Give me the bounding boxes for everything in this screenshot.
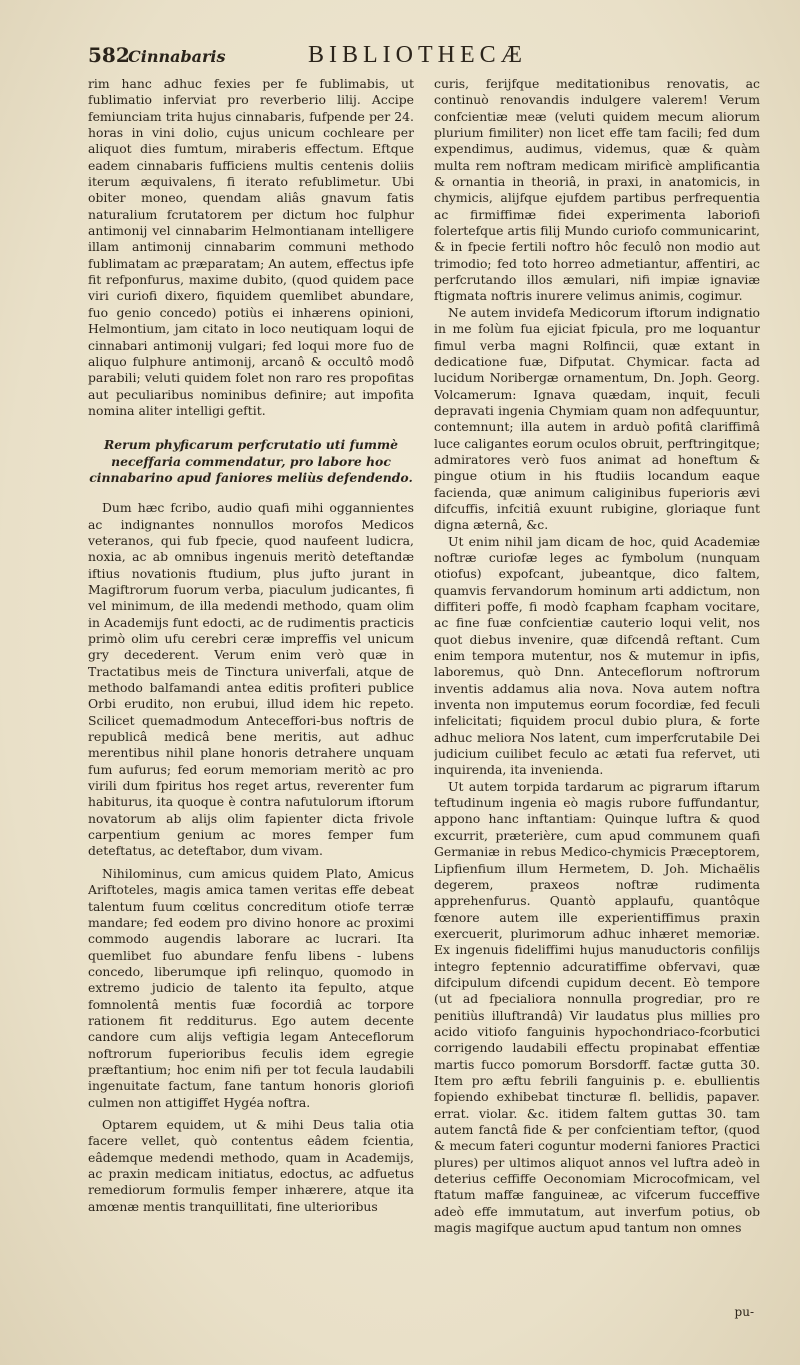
paragraph: Ut enim nihil jam dicam de hoc, quid Academiæ noftræ curiofæ leges ac fymbolum (nunquam otiofus) expofcant, jubeantque, dico faltem, quamvis fervandorum hominum arti addictum, non diffiteri poffe, fi modò fcapham fcapham vocitare, ac fine fuæ confcientiæ cauterio loqui velit, nos quot diebus invenire, quæ difcendâ reftant. Cum enim tempora mutentur, nos & mutemur in ipfis, laboremus, quò Dnn. Anteceflorum noftrorum inventis addamus alia nova. Nova autem noftra inventa non imputemus eorum focordiæ, fed feculi infelicitati; fiquidem procul dubio plura, & forte adhuc meliora Nos latent, cum imperfcrutabile Dei judicium cuilibet feculo ac ætati fua refervet, uti inquirenda, ita invenienda.	[434, 533, 760, 778]
catchword: pu-	[734, 1305, 754, 1319]
text-columns	[88, 76, 760, 1325]
running-head-title: BIBLIOTHECÆ	[308, 42, 527, 68]
paragraph: rim hanc adhuc fexies per fe fublimabis, ut fublimatio inferviat pro reverberio lilij. Accipe femiunciam trita hujus cinnabaris, fufpende per 24. horas in vini dolio, cujus unicum cochleare per aliquot dies fumtum, miraberis effectum. Eftque eadem cinnabaris fufficiens multis centenis doliis iterum æquivalens, fi iterato refublimetur. Ubi obiter moneo, quendam aliâs gnavum fatis naturalium fcrutatorem per dictum hoc fulphur antimonij vel cinnabarim Helmontianam intelligere illam antimonij cinnabarim communi methodo fublimatam ac præparatam; An autem, effectus ipfe fit refponfurus, maxime dubito, (quod quidem pace viri curiofi dixero, fiquidem quemlibet abundare, fuo genio concedo) potiùs ei inhærens opinioni, Helmontium, jam citato in loco neutiquam loqui de cinnabari antimonij vulgari; fed loqui more fuo de aliquo fulphure antimonij, arcanô & occultô modô parabili; veluti quidem folet non raro res propofitas aut peculiaribus nominibus definire; aut impofita nomina aliter intelligi geftit.	[88, 76, 414, 418]
paragraph: Dum hæc fcribo, audio quafi mihi oggannientes ac indignantes nonnullos morofos Medicos veteranos, qui fub fpecie, quod naufeent ludicra, noxia, ac ab omnibus ingenuis meritò deteftandæ iftius novationis ftudium, plus jufto jurant in Magiftrorum fuorum verba, piaculum judicantes, fi vel minimum, de illa medendi methodo, quam olim in Academijs funt edocti, ac de rudimentis practicis primò olim ufu cerebri ceræ impreffis vel unicum gry decederent. Verum enim verò quæ in Tractatibus meis de Tinctura univerfali, atque de methodo balfamandi antea editis profiteri publice Orbi erudito, non erubui, illud idem hic repeto. Scilicet quemadmodum Anteceffori-bus noftris de republicâ medicâ bene meritis, aut adhuc merentibus nihil plane honoris detrahere unquam fum aufurus; fed eorum memoriam meritò ac pro virili dum fpiritus hos reget artus, reverenter fum habiturus, ita quoque è contra nafutulorum iftorum novatorum ab alijs olim fapienter dicta frivole carpentium genium ac mores femper fum deteftatus, ac deteftabor, dum vivam.	[88, 500, 414, 859]
page-header	[88, 42, 760, 76]
section-heading: Rerum phyficarum perfcrutatio uti fummè neceffaria commendatur, pro labore hoc cinnabarino apud faniores meliùs defendendo.	[89, 437, 413, 485]
paragraph: Optarem equidem, ut & mihi Deus talia otia facere vellet, quò contentus eâdem fcientia, eâdemque medendi methodo, quam in Academijs, ac praxin medicam initiatus, edoctus, ac adfuetus remediorum formulis femper inhærere, atque ita amœnæ mentis tranquillitati, fine ulterioribus	[88, 1116, 414, 1214]
paragraph: Ut autem torpida tardarum ac pigrarum iftarum teftudinum ingenia eò magis rubore fuffundantur, appono hanc inftantiam: Quinque luftra & quod excurrit, præterière, cum apud communem quafi Germaniæ in rebus Medico-chymicis Præceptorem, Lipfienfium illum Hermetem, D. Joh. Michaëlis degerem, praxeos noftræ rudimenta apprehenfurus. Quantò applaufu, quantôque fœnore autem ille experientiffimus praxin exercuerit, plurimorum adhuc inhæret memoriæ. Ex ingenuis fideliffimi hujus manuductoris confilijs integro feptennio adcuratiffime obfervavi, quæ difcipulum difcendi cupidum decent. Eò tempore (ut ad fpecialiora nonnulla progrediar, pro re penitiùs illuftrandâ) Vir laudatus plus millies pro acido vitiofo fanguinis hypochondriaco-fcorbutici corrigendo laudabili effectu propinabat effentiæ martis fucco pomorum Borsdorff. factæ gutta 30. Item pro æftu febrili fanguinis p. e. ebullientis fopiendo exhibebat tincturæ fl. bellidis, papaver. errat. violar. &c. itidem faltem guttas 30. tam autem fanctâ fide & per confcientiam teftor, (quod & mecum fateri coguntur moderni faniores Practici plures) per ultimos aliquot annos vel luftra adeò in deterius ceffiffe Oeconomiam Microcofmicam, vel ftatum maffæ fanguineæ, ac vifcerum fucceffive adeò effe immutatum, aut inverfum potius, ob magis magifque auctum apud tantum non omnes	[434, 778, 760, 1236]
left-column	[88, 76, 414, 1325]
paragraph: Nihilominus, cum amicus quidem Plato, Amicus Ariftoteles, magis amica tamen veritas effe debeat talentum fuum cœlitus concreditum otiofe terræ mandare; fed eodem pro divino honore ac proximi commodo augendis laborare ac lucrari. Ita quemlibet fuo abundare fenfu libens - lubens concedo, liberumque ipfi relinquo, quomodo in extremo judicio de talento ita fepulto, atque fomnolentâ mentis fuæ focordiâ ac torpore rationem fit redditurus. Ego autem decente candore cum alijs veftigia legam Anteceflorum noftrorum fuperioribus feculis idem egregie præftantium; hoc enim nifi per tot fecula laudabili ingenuitate factum, fane tantum honoris gloriofi culmen non attigiffet Hygéa noftra.	[88, 865, 414, 1110]
running-head-subject: Cinnabaris	[128, 47, 226, 66]
page-number: 582	[88, 43, 130, 67]
paragraph: Ne autem invidefa Medicorum iftorum indignatio in me folùm fua ejiciat fpicula, pro me loquantur fimul verba magni Rolfincii, quæ extant in dedicatione fuæ, Difputat. Chymicar. facta ad lucidum Noribergæ ornamentum, Dn. Joph. Georg. Volcamerum: Ignava quædam, inquit, feculi depravati ingenia Chymiam quam non adfequuntur, contemnunt; illa autem in arduò pofitâ clariffimâ luce caligantes eorum oculos obruit, perftringitque; admiratores verò fuos animat ad honeftum & pingue otium in his ftudiis locandum eaque facienda, quæ animum caliginibus fuperioris ævi difcuffis, infcitiâ exuunt rubigine, gloriaque funt digna æternâ, &c.	[434, 304, 760, 533]
right-column	[434, 76, 760, 1325]
paragraph: curis, ferijfque meditationibus renovatis, ac continuò renovandis indulgere valerem! Verum confcientiæ meæ (veluti quidem mecum aliorum plurium fimiliter) non licet effe tam facili; fed dum expendimus, audimus, videmus, quæ & quàm multa rem noftram medicam mirificè amplificantia & ornantia in theoriâ, in praxi, in anatomicis, in chymicis, alijfque ejufdem partibus perfrequentia ac firmiffimæ fidei experimenta laboriofi folertefque artis filij Mundo curiofo communicarint, & in fpecie fertili noftro hôc feculô non modio aut trimodio; fed toto horreo admetiantur, affentiri, ac perfcrutando illos æmulari, nifi impiæ ignaviæ ftigmata noftris inurere velimus animis, cogimur.	[434, 76, 760, 304]
